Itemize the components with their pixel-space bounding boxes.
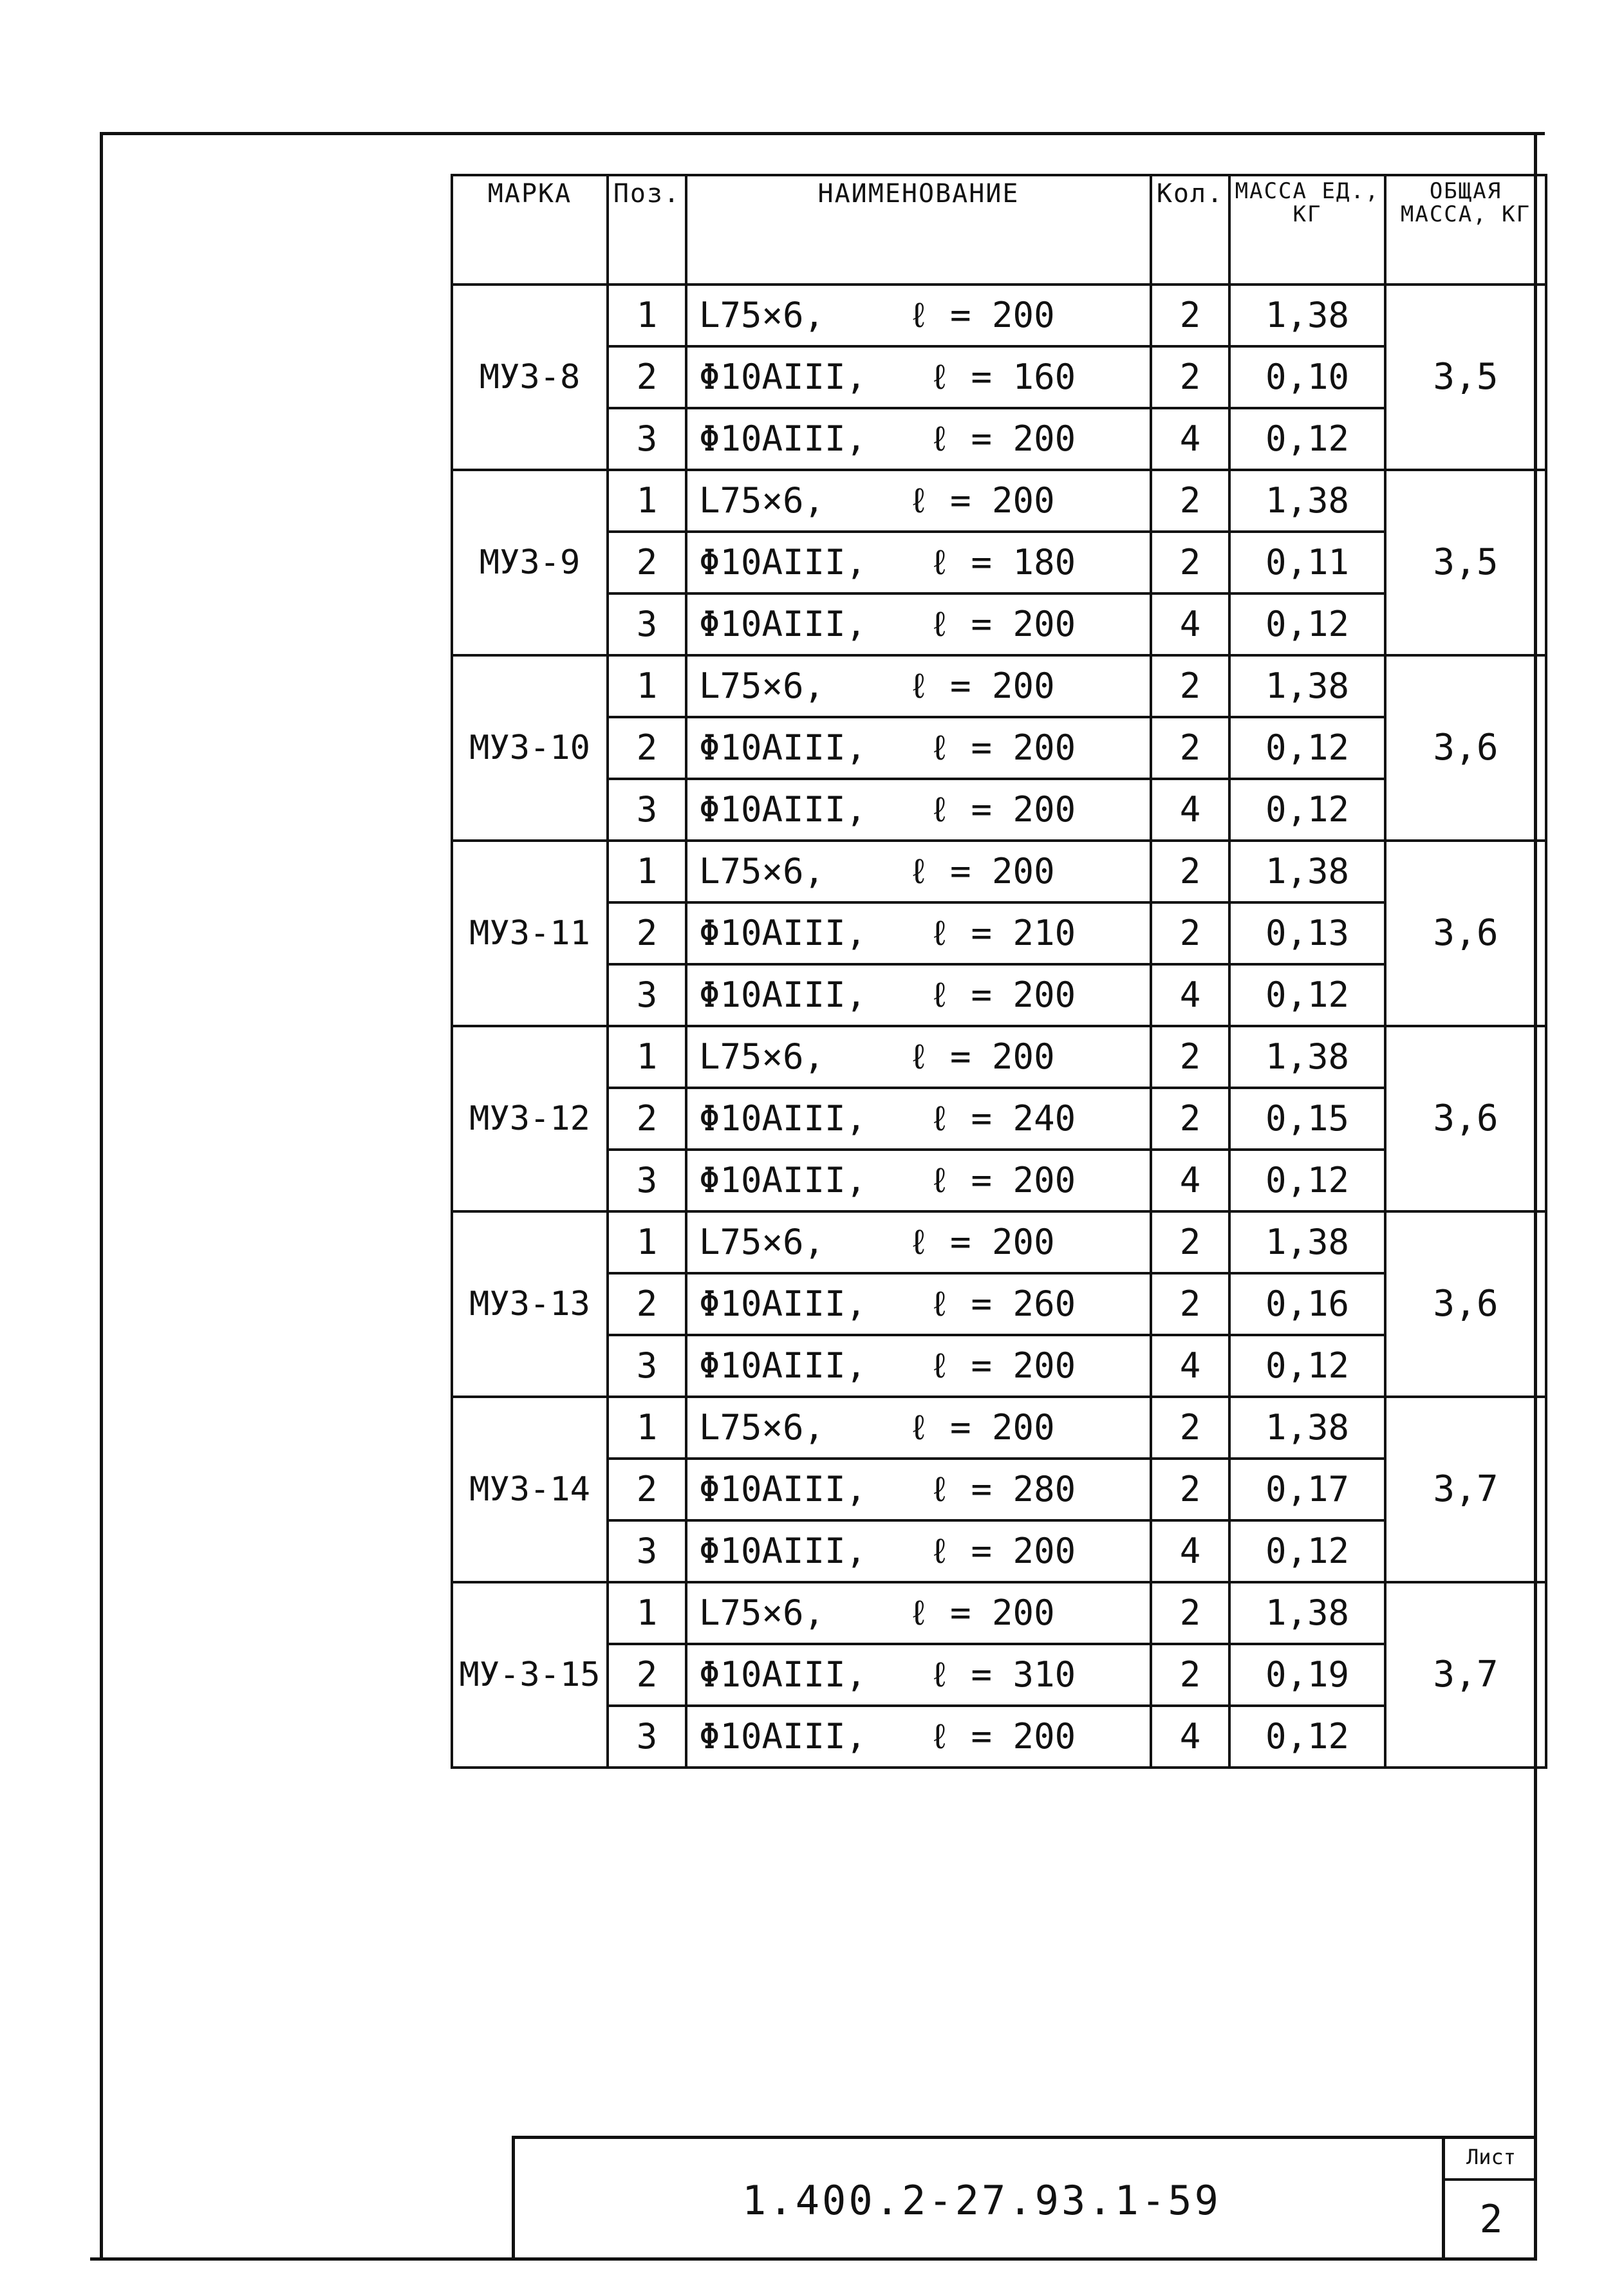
cell-qty: 2 [1151,285,1229,346]
table-row [452,655,1546,717]
cell-unit-mass: 0,12 [1229,408,1385,470]
cell-qty: 4 [1151,1335,1229,1397]
header-mark: МАРКА [452,175,608,285]
cell-name: Φ10АIII, ℓ = 200 [686,1706,1151,1768]
cell-name: L75×6, ℓ = 200 [686,1397,1151,1459]
cell-qty: 2 [1151,1397,1229,1459]
table-row [452,1520,1546,1582]
cell-unit-mass: 1,38 [1229,655,1385,717]
cell-unit-mass: 0,10 [1229,346,1385,408]
cell-qty: 2 [1151,1644,1229,1706]
cell-pos: 2 [608,902,686,964]
cell-unit-mass: 0,12 [1229,964,1385,1026]
table-row [452,1459,1546,1520]
cell-name: L75×6, ℓ = 200 [686,1211,1151,1273]
cell-pos: 1 [608,1026,686,1088]
table-row [452,470,1546,532]
cell-unit-mass: 0,19 [1229,1644,1385,1706]
cell-pos: 2 [608,1644,686,1706]
cell-qty: 2 [1151,1211,1229,1273]
table-row [452,1026,1546,1088]
table-header-row [452,175,1546,285]
cell-name: L75×6, ℓ = 200 [686,1026,1151,1088]
document-code: 1.400.2-27.93.1-59 [742,2176,1221,2224]
table-row [452,1582,1546,1644]
cell-unit-mass: 1,38 [1229,1582,1385,1644]
cell-pos: 1 [608,285,686,346]
table-row [452,779,1546,841]
cell-qty: 4 [1151,1520,1229,1582]
cell-name: Φ10АIII, ℓ = 160 [686,346,1151,408]
cell-qty: 4 [1151,1706,1229,1768]
table-row [452,841,1546,902]
table-row [452,532,1546,593]
cell-name: Φ10АIII, ℓ = 200 [686,1335,1151,1397]
cell-name: Φ10АIII, ℓ = 310 [686,1644,1151,1706]
header-unit-mass: МАССА ЕД., КГ [1229,175,1385,285]
table-row [452,902,1546,964]
cell-qty: 2 [1151,1088,1229,1150]
cell-unit-mass: 1,38 [1229,285,1385,346]
cell-pos: 3 [608,408,686,470]
title-block [512,2136,1537,2258]
cell-total-mass: 3,7 [1385,1582,1546,1768]
table-row [452,1150,1546,1211]
cell-mark: МУ3-14 [452,1397,608,1582]
cell-unit-mass: 0,12 [1229,1706,1385,1768]
cell-name: L75×6, ℓ = 200 [686,655,1151,717]
cell-unit-mass: 0,13 [1229,902,1385,964]
cell-qty: 4 [1151,593,1229,655]
sheet-label: Лист [1445,2136,1537,2181]
cell-pos: 3 [608,1150,686,1211]
cell-mark: МУ3-9 [452,470,608,655]
sheet-box [1442,2136,1537,2258]
cell-qty: 2 [1151,1582,1229,1644]
cell-qty: 4 [1151,964,1229,1026]
cell-mark: МУ3-8 [452,285,608,470]
cell-total-mass: 3,7 [1385,1397,1546,1582]
table-row [452,964,1546,1026]
cell-mark: МУ3-11 [452,841,608,1026]
cell-qty: 4 [1151,779,1229,841]
table-row [452,285,1546,346]
cell-unit-mass: 1,38 [1229,841,1385,902]
cell-qty: 4 [1151,1150,1229,1211]
cell-pos: 2 [608,1459,686,1520]
frame-left-border [100,132,103,2259]
header-total-mass: ОБЩАЯ МАССА, КГ [1385,175,1546,285]
cell-name: Φ10АIII, ℓ = 210 [686,902,1151,964]
cell-name: Φ10АIII, ℓ = 280 [686,1459,1151,1520]
cell-name: L75×6, ℓ = 200 [686,285,1151,346]
cell-pos: 1 [608,841,686,902]
table-body [452,285,1546,1768]
cell-total-mass: 3,6 [1385,841,1546,1026]
cell-unit-mass: 1,38 [1229,1026,1385,1088]
cell-pos: 1 [608,1397,686,1459]
cell-pos: 1 [608,655,686,717]
cell-name: Φ10АIII, ℓ = 200 [686,717,1151,779]
cell-unit-mass: 0,12 [1229,717,1385,779]
cell-name: L75×6, ℓ = 200 [686,470,1151,532]
table-row [452,1397,1546,1459]
cell-unit-mass: 1,38 [1229,1397,1385,1459]
table-row [452,593,1546,655]
cell-name: Φ10АIII, ℓ = 200 [686,593,1151,655]
cell-qty: 2 [1151,1026,1229,1088]
cell-pos: 2 [608,532,686,593]
table-row [452,717,1546,779]
cell-pos: 2 [608,717,686,779]
cell-pos: 3 [608,1706,686,1768]
cell-qty: 2 [1151,1273,1229,1335]
cell-qty: 4 [1151,408,1229,470]
cell-unit-mass: 1,38 [1229,1211,1385,1273]
table-row [452,1644,1546,1706]
cell-pos: 1 [608,1211,686,1273]
cell-unit-mass: 0,12 [1229,1150,1385,1211]
frame-top-border [100,132,1545,135]
cell-pos: 3 [608,779,686,841]
cell-unit-mass: 0,12 [1229,1335,1385,1397]
sheet-number: 2 [1479,2197,1503,2242]
cell-total-mass: 3,6 [1385,1026,1546,1211]
table-row [452,1706,1546,1768]
cell-total-mass: 3,6 [1385,1211,1546,1397]
cell-name: L75×6, ℓ = 200 [686,841,1151,902]
cell-unit-mass: 0,15 [1229,1088,1385,1150]
cell-qty: 2 [1151,532,1229,593]
table-row [452,1273,1546,1335]
cell-pos: 1 [608,1582,686,1644]
table-row [452,1335,1546,1397]
cell-total-mass: 3,5 [1385,470,1546,655]
header-pos: Поз. [608,175,686,285]
table-row [452,408,1546,470]
cell-pos: 3 [608,1520,686,1582]
cell-qty: 2 [1151,717,1229,779]
table-row [452,1088,1546,1150]
cell-name: Φ10АIII, ℓ = 240 [686,1088,1151,1150]
cell-name: Φ10АIII, ℓ = 180 [686,532,1151,593]
cell-mark: МУ3-13 [452,1211,608,1397]
cell-unit-mass: 1,38 [1229,470,1385,532]
cell-mark: МУ-3-15 [452,1582,608,1768]
cell-unit-mass: 0,12 [1229,779,1385,841]
cell-unit-mass: 0,17 [1229,1459,1385,1520]
cell-pos: 3 [608,1335,686,1397]
cell-unit-mass: 0,16 [1229,1273,1385,1335]
cell-qty: 2 [1151,902,1229,964]
cell-pos: 2 [608,1273,686,1335]
cell-qty: 2 [1151,841,1229,902]
cell-name: Φ10АIII, ℓ = 200 [686,1520,1151,1582]
cell-qty: 2 [1151,470,1229,532]
cell-total-mass: 3,6 [1385,655,1546,841]
cell-pos: 3 [608,593,686,655]
cell-name: Φ10АIII, ℓ = 200 [686,779,1151,841]
cell-qty: 2 [1151,346,1229,408]
cell-qty: 2 [1151,655,1229,717]
cell-name: Φ10АIII, ℓ = 200 [686,1150,1151,1211]
cell-pos: 3 [608,964,686,1026]
cell-name: Φ10АIII, ℓ = 200 [686,964,1151,1026]
cell-qty: 2 [1151,1459,1229,1520]
cell-name: L75×6, ℓ = 200 [686,1582,1151,1644]
cell-total-mass: 3,5 [1385,285,1546,470]
header-qty: Кол. [1151,175,1229,285]
specification-table [451,174,1547,1769]
cell-name: Φ10АIII, ℓ = 200 [686,408,1151,470]
cell-unit-mass: 0,11 [1229,532,1385,593]
cell-mark: МУ3-10 [452,655,608,841]
cell-pos: 2 [608,346,686,408]
cell-pos: 2 [608,1088,686,1150]
header-name: НАИМЕНОВАНИЕ [686,175,1151,285]
cell-pos: 1 [608,470,686,532]
cell-unit-mass: 0,12 [1229,1520,1385,1582]
table-row [452,346,1546,408]
table-row [452,1211,1546,1273]
cell-unit-mass: 0,12 [1229,593,1385,655]
cell-mark: МУ3-12 [452,1026,608,1211]
cell-name: Φ10АIII, ℓ = 260 [686,1273,1151,1335]
